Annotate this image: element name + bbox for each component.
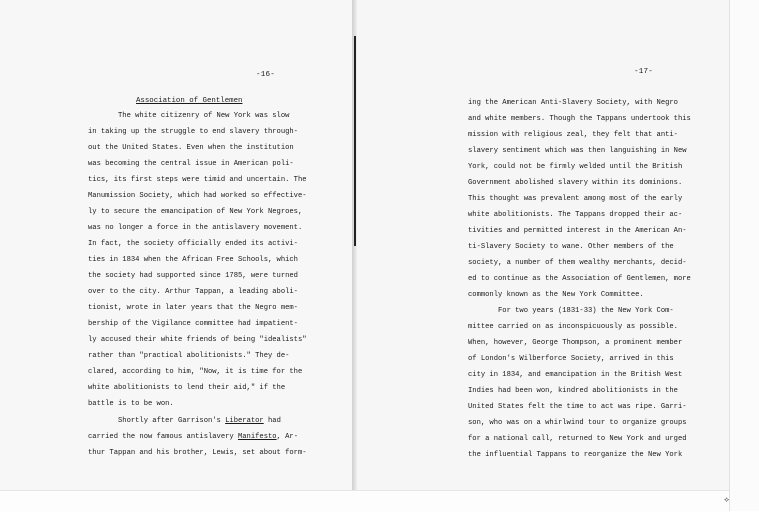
text-line: out the United States. Even when the institution [88, 144, 294, 152]
text-line: and white members. Though the Tappans undertook this [468, 115, 691, 123]
text-line: society, a number of them wealthy merchants, decid- [468, 259, 687, 267]
text-line: son, who was on a whirlwind tour to organize groups [468, 419, 687, 427]
underlined-title: Manifesto [237, 433, 277, 441]
text-line: tivities and permitted interest in the American An- [468, 227, 687, 235]
section-heading: Association of Gentlemen [136, 97, 243, 105]
text-line: white abolitionists. The Tappans dropped their ac- [468, 211, 683, 219]
text-line: Manumission Society, which had worked so effective- [88, 192, 307, 200]
text-line: ed to continue as the Association of Gentlemen, more [468, 275, 691, 283]
text-line: the society had supported since 1785, were turned [88, 272, 298, 280]
text-line: rather than "practical abolitionists." They de- [88, 352, 290, 360]
underlined-title: Liberator [225, 417, 264, 425]
text-line: city in 1834, and emancipation in the British West [468, 371, 683, 379]
scan-bottom-margin [0, 490, 729, 512]
text-line: Government abolished slavery within its dominions. [468, 179, 683, 187]
text-line: In fact, the society officially ended its activi- [88, 240, 298, 248]
scan-corner-mark: ⟡ [724, 496, 730, 505]
text-line: mittee carried on as inconspicuously as possible. [468, 323, 678, 331]
text-line: carried the now famous antislavery Manifesto, Ar- [88, 433, 298, 441]
text-line: battle is to be won. [88, 400, 174, 408]
text-line: bership of the Vigilance committee had impatient- [88, 320, 298, 328]
scan-margin [729, 0, 759, 511]
text-line: ti-Slavery Society to wane. Other members of the [468, 243, 674, 251]
text-line: ly accused their white friends of being "idealists" [88, 336, 307, 344]
text-line: thur Tappan and his brother, Lewis, set about form- [88, 449, 307, 457]
text-line: in taking up the struggle to end slavery through- [88, 128, 298, 136]
text-line: ly to secure the emancipation of New York Negroes, [88, 208, 303, 216]
text-line: Shortly after Garrison's Liberator had [118, 417, 281, 425]
text-line: for a national call, returned to New York and urged [468, 435, 687, 443]
text-line: mission with religious zeal, they felt that anti- [468, 131, 678, 139]
text-line: tionist, wrote in later years that the Negro mem- [88, 304, 298, 312]
text-line: This thought was prevalent among most of the early [468, 195, 683, 203]
text-line: slavery sentiment which was then languishing in New [468, 147, 687, 155]
text-line: of London's Wilberforce Society, arrived in this [468, 355, 674, 363]
text-line: The white citizenry of New York was slow [118, 112, 290, 120]
text-line: ing the American Anti-Slavery Society, with Negro [468, 99, 678, 107]
text-line: Indies had been won, kindred abolitionists in the [468, 387, 678, 395]
text-line: over to the city. Arthur Tappan, a leading aboli- [88, 288, 298, 296]
page-number-left: -16- [256, 71, 276, 79]
text-line: commonly known as the New York Committee. [468, 291, 644, 299]
text-line: For two years (1831-33) the New York Com- [498, 307, 674, 315]
text-line: white abolitionists to lend their aid," if the [88, 384, 286, 392]
text-line: When, however, George Thompson, a prominent member [468, 339, 683, 347]
text-line: York, could not be firmly welded until the British [468, 163, 683, 171]
text-line: was no longer a force in the antislavery movement. [88, 224, 303, 232]
text-line: United States felt the time to act was ripe. Garri- [468, 403, 687, 411]
text-line: was becoming the central issue in American poli- [88, 160, 294, 168]
gutter-mark [354, 36, 356, 246]
text-line: tics, its first steps were timid and uncertain. The [88, 176, 307, 184]
text-line: the influential Tappans to reorganize the New York [468, 451, 683, 459]
text-line: clared, according to him, "Now, it is time for the [88, 368, 303, 376]
page-number-right: -17- [634, 68, 654, 76]
text-line: ties in 1834 when the African Free Schools, which [88, 256, 298, 264]
